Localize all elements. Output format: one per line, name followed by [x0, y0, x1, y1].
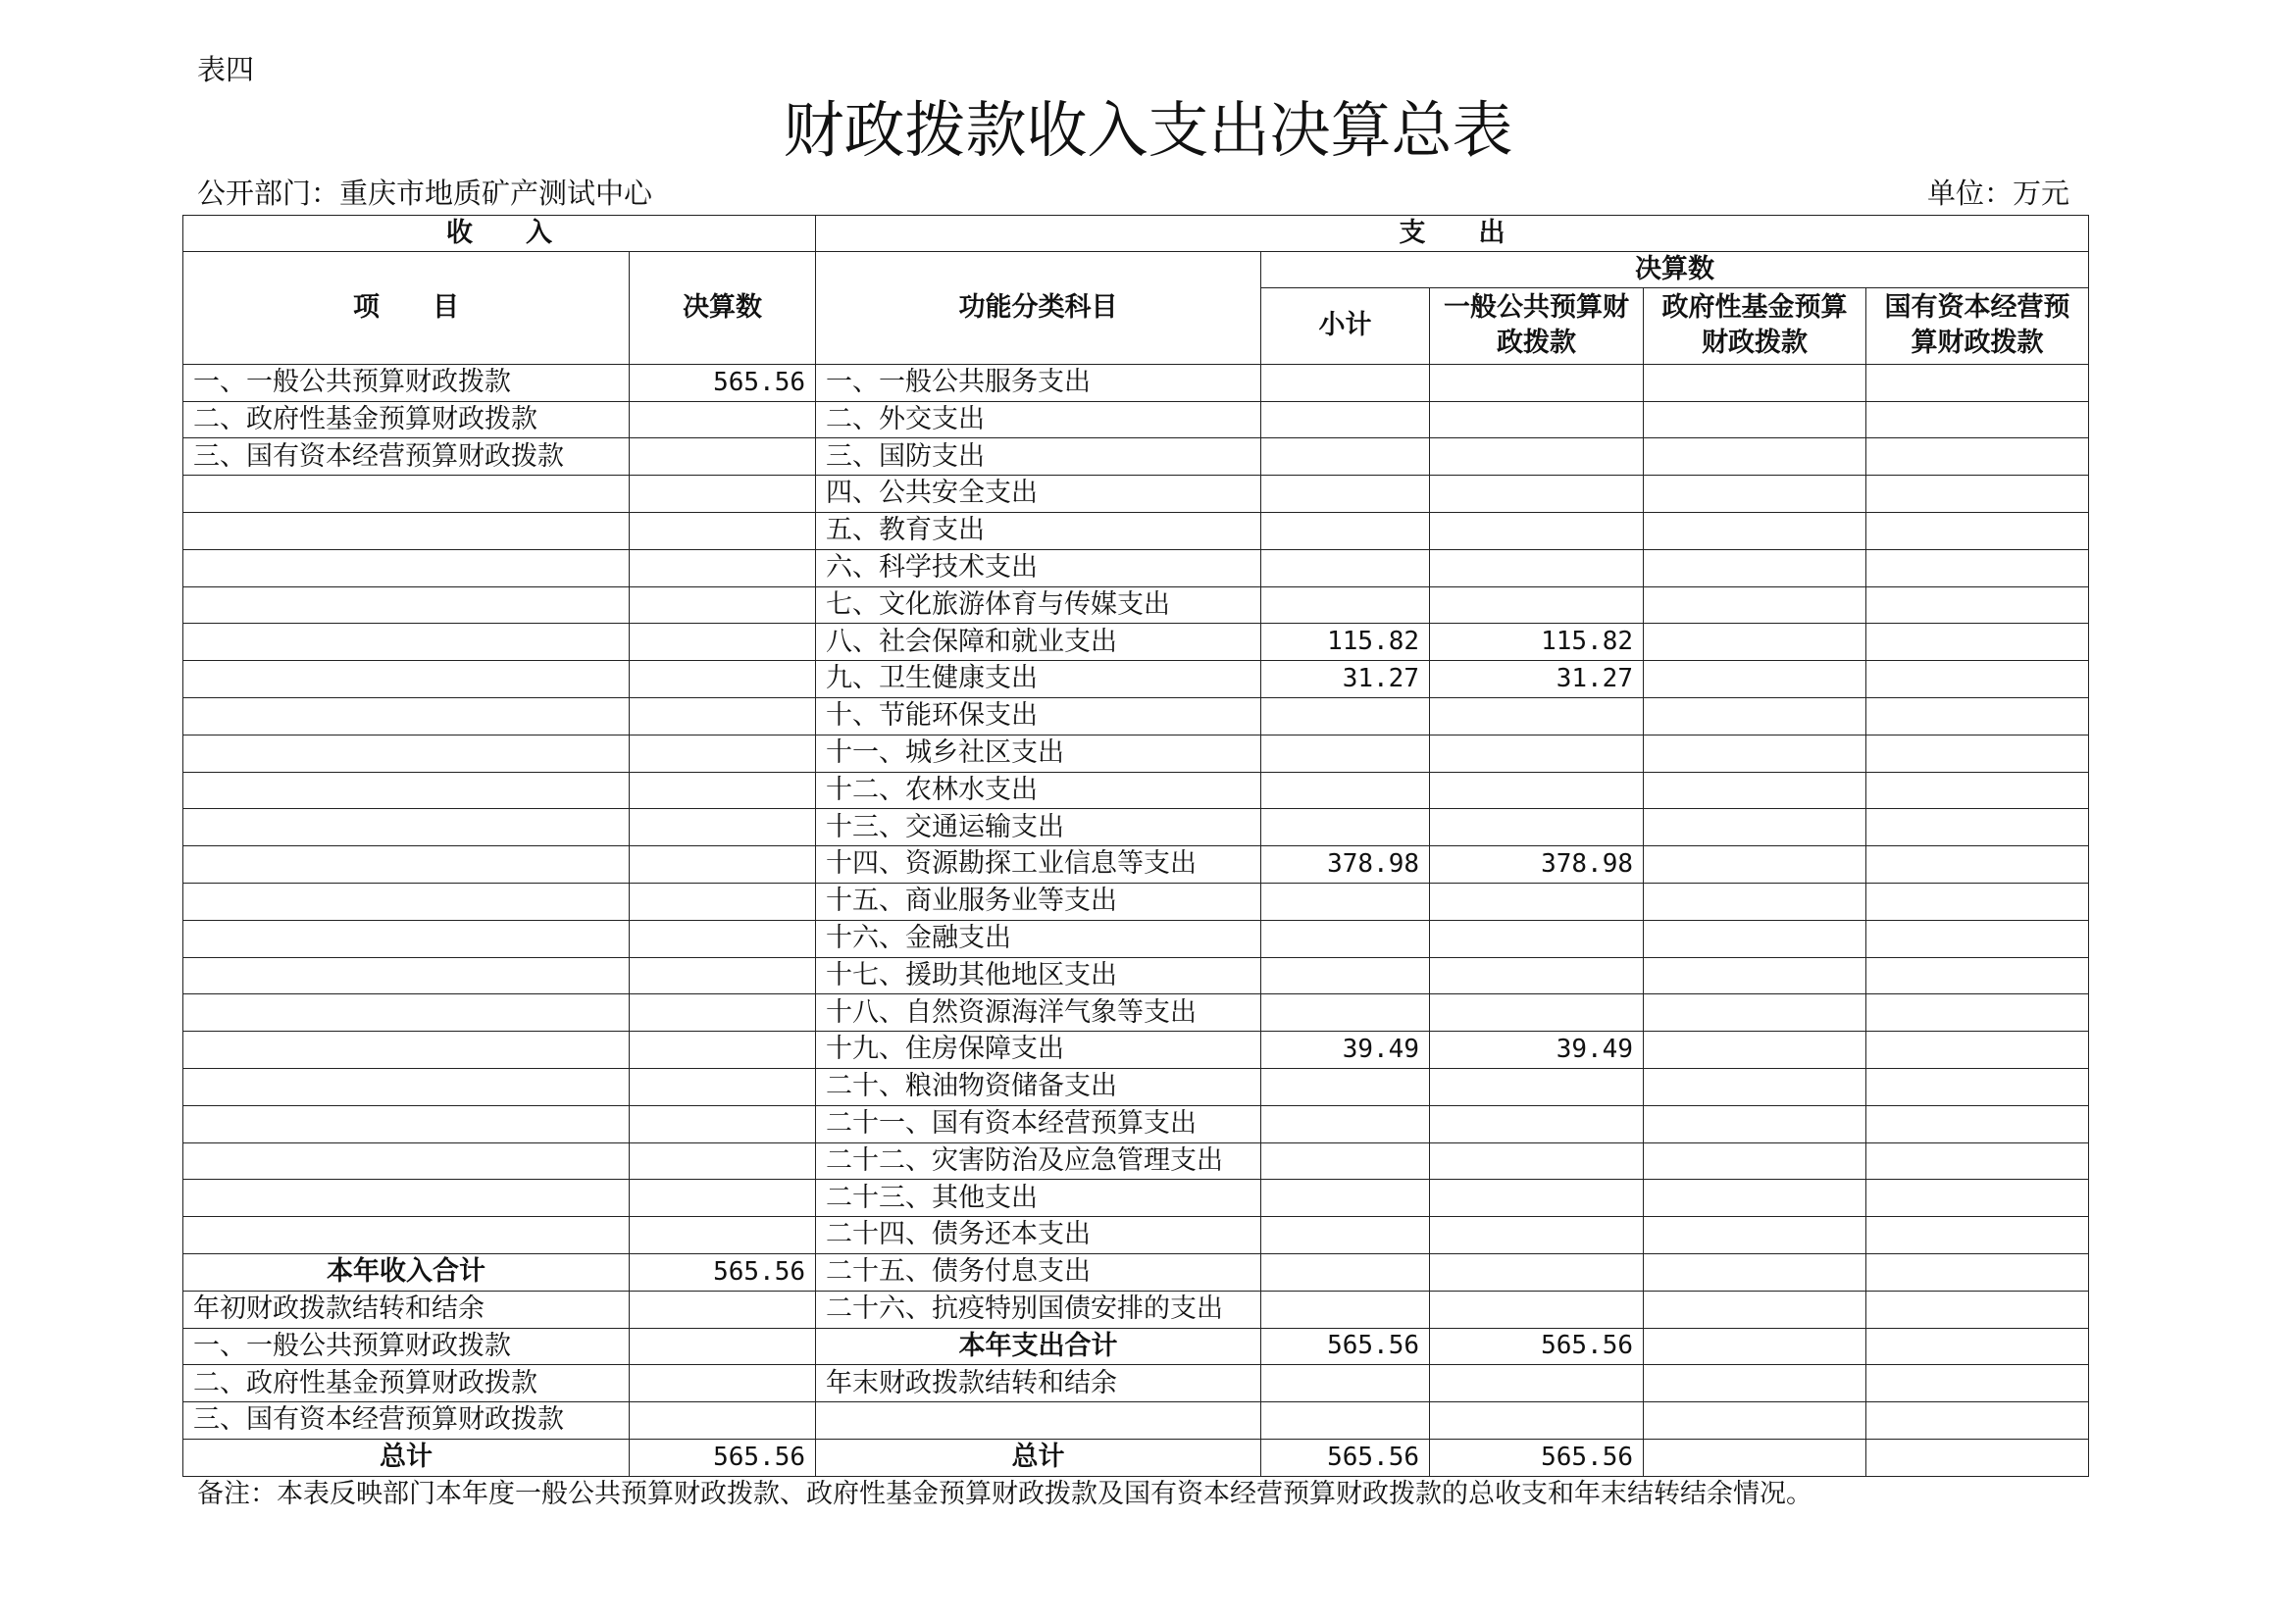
table-row	[183, 994, 2089, 1032]
general-cell	[1430, 735, 1644, 772]
general-cell	[1430, 513, 1644, 550]
table-row	[183, 772, 2089, 809]
income-amount-cell	[630, 735, 816, 772]
expense-item-cell: 二十二、灾害防治及应急管理支出	[816, 1142, 1261, 1180]
table-row	[183, 1402, 2089, 1440]
fund-cell	[1644, 1439, 1866, 1476]
item-header: 项 目	[183, 252, 630, 365]
state-cell	[1866, 1032, 2089, 1069]
table-row	[183, 438, 2089, 476]
income-item-cell	[183, 698, 630, 735]
subtotal-cell	[1261, 1105, 1430, 1142]
state-cell	[1866, 698, 2089, 735]
general-cell	[1430, 994, 1644, 1032]
table-row	[183, 513, 2089, 550]
income-amount-cell	[630, 920, 816, 957]
table-row	[183, 1069, 2089, 1106]
expense-item-cell: 十二、农林水支出	[816, 772, 1261, 809]
subtotal-cell: 565.56	[1261, 1439, 1430, 1476]
income-amount-cell	[630, 809, 816, 846]
subtotal-cell: 39.49	[1261, 1032, 1430, 1069]
general-cell	[1430, 1142, 1644, 1180]
expense-item-cell: 五、教育支出	[816, 513, 1261, 550]
state-cell	[1866, 438, 2089, 476]
income-item-cell	[183, 624, 630, 661]
income-item-cell	[183, 661, 630, 698]
subtotal-cell	[1261, 586, 1430, 624]
income-amount-cell	[630, 1291, 816, 1328]
state-cell	[1866, 364, 2089, 401]
income-item-cell: 三、国有资本经营预算财政拨款	[183, 438, 630, 476]
state-cell	[1866, 1402, 2089, 1440]
subtotal-cell: 31.27	[1261, 661, 1430, 698]
subtotal-cell	[1261, 884, 1430, 921]
income-amount-cell	[630, 1105, 816, 1142]
subtotal-cell	[1261, 438, 1430, 476]
income-item-cell	[183, 476, 630, 513]
income-amount-cell: 565.56	[630, 1439, 816, 1476]
fund-cell	[1644, 438, 1866, 476]
income-item-cell	[183, 809, 630, 846]
fund-cell	[1644, 994, 1866, 1032]
income-item-cell: 一、一般公共预算财政拨款	[183, 1328, 630, 1365]
expense-item-cell: 十三、交通运输支出	[816, 809, 1261, 846]
income-item-cell	[183, 884, 630, 921]
state-cell	[1866, 809, 2089, 846]
state-cell	[1866, 549, 2089, 586]
table-row	[183, 1180, 2089, 1217]
state-cell	[1866, 586, 2089, 624]
table-row	[183, 735, 2089, 772]
fund-cell	[1644, 846, 1866, 884]
general-cell	[1430, 772, 1644, 809]
general-cell	[1430, 364, 1644, 401]
expense-item-cell: 二十四、债务还本支出	[816, 1217, 1261, 1254]
state-cell	[1866, 846, 2089, 884]
fund-cell	[1644, 661, 1866, 698]
income-item-cell: 二、政府性基金预算财政拨款	[183, 1365, 630, 1402]
fund-cell	[1644, 1032, 1866, 1069]
subtotal-cell	[1261, 1402, 1430, 1440]
income-amount-cell	[630, 1402, 816, 1440]
state-cell	[1866, 1254, 2089, 1292]
income-amount-cell	[630, 476, 816, 513]
subtotal-cell: 115.82	[1261, 624, 1430, 661]
fund-cell	[1644, 624, 1866, 661]
table-row	[183, 1365, 2089, 1402]
income-item-cell: 二、政府性基金预算财政拨款	[183, 401, 630, 438]
table-row	[183, 549, 2089, 586]
table-number: 表四	[197, 53, 255, 86]
subtotal-cell	[1261, 1291, 1430, 1328]
income-amount-cell	[630, 1142, 816, 1180]
subtotal-cell	[1261, 735, 1430, 772]
income-amount-cell	[630, 772, 816, 809]
expense-header: 支 出	[816, 216, 2089, 252]
expense-item-cell: 十八、自然资源海洋气象等支出	[816, 994, 1261, 1032]
fund-cell	[1644, 772, 1866, 809]
general-cell: 39.49	[1430, 1032, 1644, 1069]
state-cell	[1866, 957, 2089, 994]
general-cell	[1430, 476, 1644, 513]
state-cell	[1866, 624, 2089, 661]
income-header: 收 入	[183, 216, 816, 252]
table-row	[183, 1328, 2089, 1365]
income-amount-cell	[630, 401, 816, 438]
subtotal-cell	[1261, 549, 1430, 586]
income-item-cell	[183, 513, 630, 550]
state-cell	[1866, 1069, 2089, 1106]
income-item-cell	[183, 1069, 630, 1106]
income-amount-cell	[630, 549, 816, 586]
fund-cell	[1644, 698, 1866, 735]
subtotal-cell	[1261, 957, 1430, 994]
expense-item-cell: 四、公共安全支出	[816, 476, 1261, 513]
state-header: 国有资本经营预算财政拨款	[1866, 288, 2089, 365]
general-cell	[1430, 1402, 1644, 1440]
income-amount-cell: 565.56	[630, 364, 816, 401]
income-amount-cell	[630, 994, 816, 1032]
state-cell	[1866, 1217, 2089, 1254]
expense-item-cell: 七、文化旅游体育与传媒支出	[816, 586, 1261, 624]
table-row	[183, 401, 2089, 438]
subtotal-cell: 565.56	[1261, 1328, 1430, 1365]
table-row	[183, 586, 2089, 624]
subtotal-cell	[1261, 1069, 1430, 1106]
table-row	[183, 1254, 2089, 1292]
expense-item-cell	[816, 1402, 1261, 1440]
state-cell	[1866, 920, 2089, 957]
table-row	[183, 698, 2089, 735]
table-row	[183, 1105, 2089, 1142]
general-cell	[1430, 698, 1644, 735]
expense-item-cell: 二十一、国有资本经营预算支出	[816, 1105, 1261, 1142]
unit-label: 单位：万元	[1926, 177, 2069, 210]
fund-cell	[1644, 809, 1866, 846]
fund-cell	[1644, 1328, 1866, 1365]
income-item-cell	[183, 846, 630, 884]
state-cell	[1866, 513, 2089, 550]
table-row	[183, 1439, 2089, 1476]
general-cell	[1430, 401, 1644, 438]
income-amount-cell	[630, 1032, 816, 1069]
general-cell	[1430, 1105, 1644, 1142]
footnote: 备注：本表反映部门本年度一般公共预算财政拨款、政府性基金预算财政拨款及国有资本经营预算财政拨款的总收支和年末结转结余情况。	[197, 1479, 1812, 1509]
amount-header: 决算数	[630, 252, 816, 365]
subtotal-cell	[1261, 513, 1430, 550]
expense-item-cell: 三、国防支出	[816, 438, 1261, 476]
state-cell	[1866, 1328, 2089, 1365]
table-row	[183, 957, 2089, 994]
income-item-cell: 一、一般公共预算财政拨款	[183, 364, 630, 401]
expense-item-cell: 一、一般公共服务支出	[816, 364, 1261, 401]
subtotal-cell	[1261, 1142, 1430, 1180]
fund-cell	[1644, 586, 1866, 624]
subtotal-cell	[1261, 1217, 1430, 1254]
general-cell: 115.82	[1430, 624, 1644, 661]
state-cell	[1866, 476, 2089, 513]
expense-item-cell: 十九、住房保障支出	[816, 1032, 1261, 1069]
income-item-cell	[183, 957, 630, 994]
fund-cell	[1644, 364, 1866, 401]
fund-cell	[1644, 1105, 1866, 1142]
table-row	[183, 809, 2089, 846]
expense-item-cell: 本年支出合计	[816, 1328, 1261, 1365]
table-row	[183, 364, 2089, 401]
fund-cell	[1644, 549, 1866, 586]
fund-cell	[1644, 1402, 1866, 1440]
income-amount-cell	[630, 1328, 816, 1365]
state-cell	[1866, 1142, 2089, 1180]
subtotal-cell	[1261, 1180, 1430, 1217]
general-cell	[1430, 1291, 1644, 1328]
subtotal-cell	[1261, 1254, 1430, 1292]
income-amount-cell	[630, 846, 816, 884]
table-row	[183, 846, 2089, 884]
state-cell	[1866, 661, 2089, 698]
state-cell	[1866, 1291, 2089, 1328]
income-amount-cell	[630, 1069, 816, 1106]
expense-item-cell: 二十五、债务付息支出	[816, 1254, 1261, 1292]
table-row	[183, 920, 2089, 957]
income-item-cell	[183, 920, 630, 957]
expense-item-cell: 八、社会保障和就业支出	[816, 624, 1261, 661]
expense-item-cell: 六、科学技术支出	[816, 549, 1261, 586]
general-cell	[1430, 1180, 1644, 1217]
subtotal-cell	[1261, 920, 1430, 957]
expense-item-cell: 十、节能环保支出	[816, 698, 1261, 735]
income-amount-cell	[630, 586, 816, 624]
income-item-cell	[183, 586, 630, 624]
income-item-cell: 三、国有资本经营预算财政拨款	[183, 1402, 630, 1440]
general-cell	[1430, 809, 1644, 846]
fund-cell	[1644, 1291, 1866, 1328]
general-cell: 378.98	[1430, 846, 1644, 884]
general-cell	[1430, 586, 1644, 624]
state-cell	[1866, 1105, 2089, 1142]
income-amount-cell	[630, 1217, 816, 1254]
fund-cell	[1644, 1217, 1866, 1254]
income-amount-cell	[630, 661, 816, 698]
general-cell	[1430, 438, 1644, 476]
expense-item-cell: 总计	[816, 1439, 1261, 1476]
expense-item-cell: 二、外交支出	[816, 401, 1261, 438]
income-item-cell	[183, 1142, 630, 1180]
state-cell	[1866, 1365, 2089, 1402]
subtotal-cell	[1261, 401, 1430, 438]
expense-item-cell: 九、卫生健康支出	[816, 661, 1261, 698]
income-amount-cell	[630, 957, 816, 994]
income-item-cell	[183, 549, 630, 586]
fund-cell	[1644, 1069, 1866, 1106]
income-item-cell	[183, 735, 630, 772]
fund-cell	[1644, 920, 1866, 957]
subtotal-cell	[1261, 476, 1430, 513]
table-row	[183, 661, 2089, 698]
fund-cell	[1644, 735, 1866, 772]
general-cell	[1430, 549, 1644, 586]
table-row	[183, 624, 2089, 661]
general-cell	[1430, 920, 1644, 957]
table-row	[183, 476, 2089, 513]
income-amount-cell	[630, 438, 816, 476]
income-item-cell	[183, 1217, 630, 1254]
income-item-cell: 总计	[183, 1439, 630, 1476]
income-item-cell: 年初财政拨款结转和结余	[183, 1291, 630, 1328]
expense-item-cell: 二十、粮油物资储备支出	[816, 1069, 1261, 1106]
subtotal-cell	[1261, 809, 1430, 846]
income-item-cell: 本年收入合计	[183, 1254, 630, 1292]
header-row-1	[183, 216, 2089, 252]
expense-item-cell: 十六、金融支出	[816, 920, 1261, 957]
income-item-cell	[183, 772, 630, 809]
subtotal-cell	[1261, 772, 1430, 809]
expense-item-cell: 十一、城乡社区支出	[816, 735, 1261, 772]
income-item-cell	[183, 1032, 630, 1069]
state-cell	[1866, 1180, 2089, 1217]
state-cell	[1866, 772, 2089, 809]
subtotal-cell	[1261, 1365, 1430, 1402]
income-amount-cell	[630, 513, 816, 550]
general-cell	[1430, 1069, 1644, 1106]
income-item-cell	[183, 1105, 630, 1142]
expense-item-cell: 十四、资源勘探工业信息等支出	[816, 846, 1261, 884]
state-cell	[1866, 994, 2089, 1032]
income-item-cell	[183, 1180, 630, 1217]
general-cell	[1430, 1217, 1644, 1254]
fund-cell	[1644, 1142, 1866, 1180]
general-cell	[1430, 1254, 1644, 1292]
expense-item-cell: 十五、商业服务业等支出	[816, 884, 1261, 921]
department-label: 公开部门：重庆市地质矿产测试中心	[197, 177, 653, 210]
state-cell	[1866, 401, 2089, 438]
income-amount-cell	[630, 1365, 816, 1402]
fund-cell	[1644, 513, 1866, 550]
budget-table	[182, 215, 2089, 1477]
fund-cell	[1644, 401, 1866, 438]
fund-header: 政府性基金预算财政拨款	[1644, 288, 1866, 365]
general-cell	[1430, 884, 1644, 921]
settled-header: 决算数	[1261, 252, 2089, 288]
subtotal-header: 小计	[1261, 288, 1430, 365]
state-cell	[1866, 735, 2089, 772]
table-row	[183, 884, 2089, 921]
fund-cell	[1644, 1254, 1866, 1292]
income-item-cell	[183, 994, 630, 1032]
fund-cell	[1644, 957, 1866, 994]
page-title: 财政拨款收入支出决算总表	[783, 94, 1513, 166]
expense-item-cell: 十七、援助其他地区支出	[816, 957, 1261, 994]
income-amount-cell	[630, 1180, 816, 1217]
general-cell: 565.56	[1430, 1328, 1644, 1365]
subtotal-cell	[1261, 698, 1430, 735]
general-cell	[1430, 1365, 1644, 1402]
header-row-2	[183, 252, 2089, 288]
expense-item-cell: 二十六、抗疫特别国债安排的支出	[816, 1291, 1261, 1328]
subtotal-cell	[1261, 994, 1430, 1032]
fund-cell	[1644, 1180, 1866, 1217]
general-cell: 565.56	[1430, 1439, 1644, 1476]
income-amount-cell: 565.56	[630, 1254, 816, 1292]
table-row	[183, 1142, 2089, 1180]
income-amount-cell	[630, 698, 816, 735]
expense-item-cell: 二十三、其他支出	[816, 1180, 1261, 1217]
general-header: 一般公共预算财政拨款	[1430, 288, 1644, 365]
state-cell	[1866, 1439, 2089, 1476]
expense-item-cell: 年末财政拨款结转和结余	[816, 1365, 1261, 1402]
function-header: 功能分类科目	[816, 252, 1261, 365]
fund-cell	[1644, 1365, 1866, 1402]
subtotal-cell: 378.98	[1261, 846, 1430, 884]
general-cell: 31.27	[1430, 661, 1644, 698]
table-row	[183, 1217, 2089, 1254]
income-amount-cell	[630, 884, 816, 921]
state-cell	[1866, 884, 2089, 921]
fund-cell	[1644, 476, 1866, 513]
fund-cell	[1644, 884, 1866, 921]
subtotal-cell	[1261, 364, 1430, 401]
table-row	[183, 1032, 2089, 1069]
general-cell	[1430, 957, 1644, 994]
table-row	[183, 1291, 2089, 1328]
income-amount-cell	[630, 624, 816, 661]
